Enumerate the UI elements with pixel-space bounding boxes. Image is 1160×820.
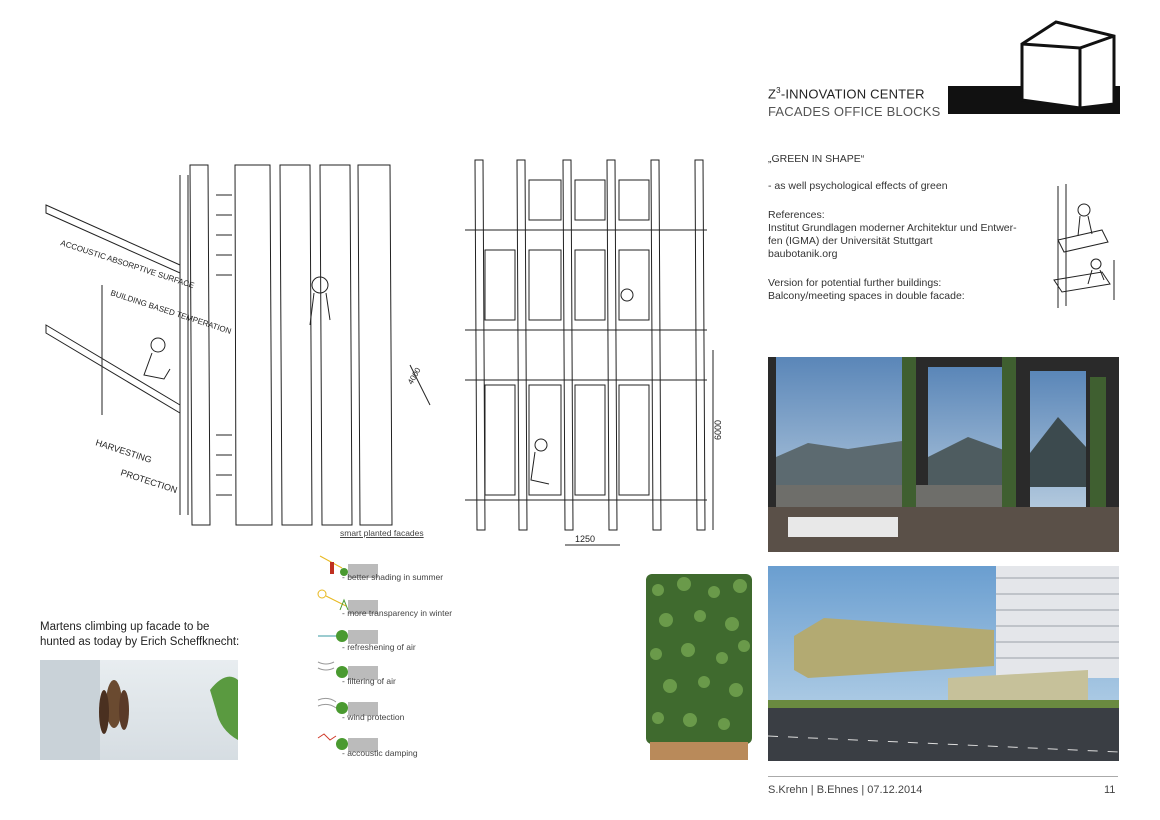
feature-row-refresh — [316, 622, 456, 656]
footer-divider — [768, 776, 1118, 777]
label-acoustic: ACCOUSTIC ABSORPTIVE SURFACE — [59, 238, 196, 291]
feature-label: - accoustic damping — [342, 748, 418, 758]
version-line-2: Balcony/meeting spaces in double facade: — [768, 290, 965, 302]
martens-photo — [40, 660, 238, 760]
interior-view-photo — [768, 357, 1119, 552]
feature-label: - refreshening of air — [342, 642, 416, 652]
label-dim-4000: 4000 — [405, 366, 423, 386]
reference-line-2: fen (IGMA) der Universität Stuttgart — [768, 235, 933, 247]
feature-row-transparency — [316, 588, 456, 622]
green-wall-module-photo — [644, 570, 754, 764]
feature-label: - filtering of air — [342, 676, 396, 686]
label-protection: PROTECTION — [119, 467, 179, 496]
page-title: $Z^3$-INNOVATION CENTER — [768, 86, 925, 102]
feature-label: - wind protection — [342, 712, 405, 722]
footer-authors: S.Krehn | B.Ehnes | 07.12.2014 — [768, 784, 923, 796]
building-logo — [944, 18, 1120, 116]
reference-line-3: baubotanik.org — [768, 248, 838, 260]
label-dim-6000: 6000 — [713, 419, 723, 440]
references-label: References: — [768, 209, 825, 221]
quote-text: „GREEN IN SHAPE“ — [768, 153, 865, 165]
balcony-sketch — [1044, 180, 1122, 310]
page-number: 11 — [1104, 784, 1116, 796]
martens-caption-2: hunted as today by Erich Scheffknecht: — [40, 636, 240, 648]
feature-row-wind — [316, 692, 456, 726]
facade-elevation-sketch — [445, 150, 725, 550]
feature-row-acoustic — [316, 728, 456, 762]
feature-label: - better shading in summer — [342, 572, 444, 582]
version-line-1: Version for potential further buildings: — [768, 277, 942, 289]
facade-perspective-sketch — [40, 155, 440, 530]
feature-label: - more transparency in winter — [342, 608, 453, 618]
feature-row-shading — [316, 552, 456, 586]
reference-line-1: Institut Grundlagen moderner Architektur und Entwer- — [768, 222, 1017, 234]
feature-row-filter — [316, 656, 456, 690]
page-subtitle: FACADES OFFICE BLOCKS — [768, 104, 941, 119]
martens-caption-1: Martens climbing up facade to be — [40, 621, 210, 633]
label-building-temperation: BUILDING BASED TEMPERATION — [109, 288, 233, 336]
label-dim-1250: 1250 — [575, 534, 596, 544]
smart-facades-title: smart planted facades — [340, 528, 424, 538]
exterior-rendering — [768, 566, 1119, 761]
label-harvesting: HARVESTING — [94, 437, 153, 465]
bullet-text: - as well psychological effects of green — [768, 180, 948, 192]
